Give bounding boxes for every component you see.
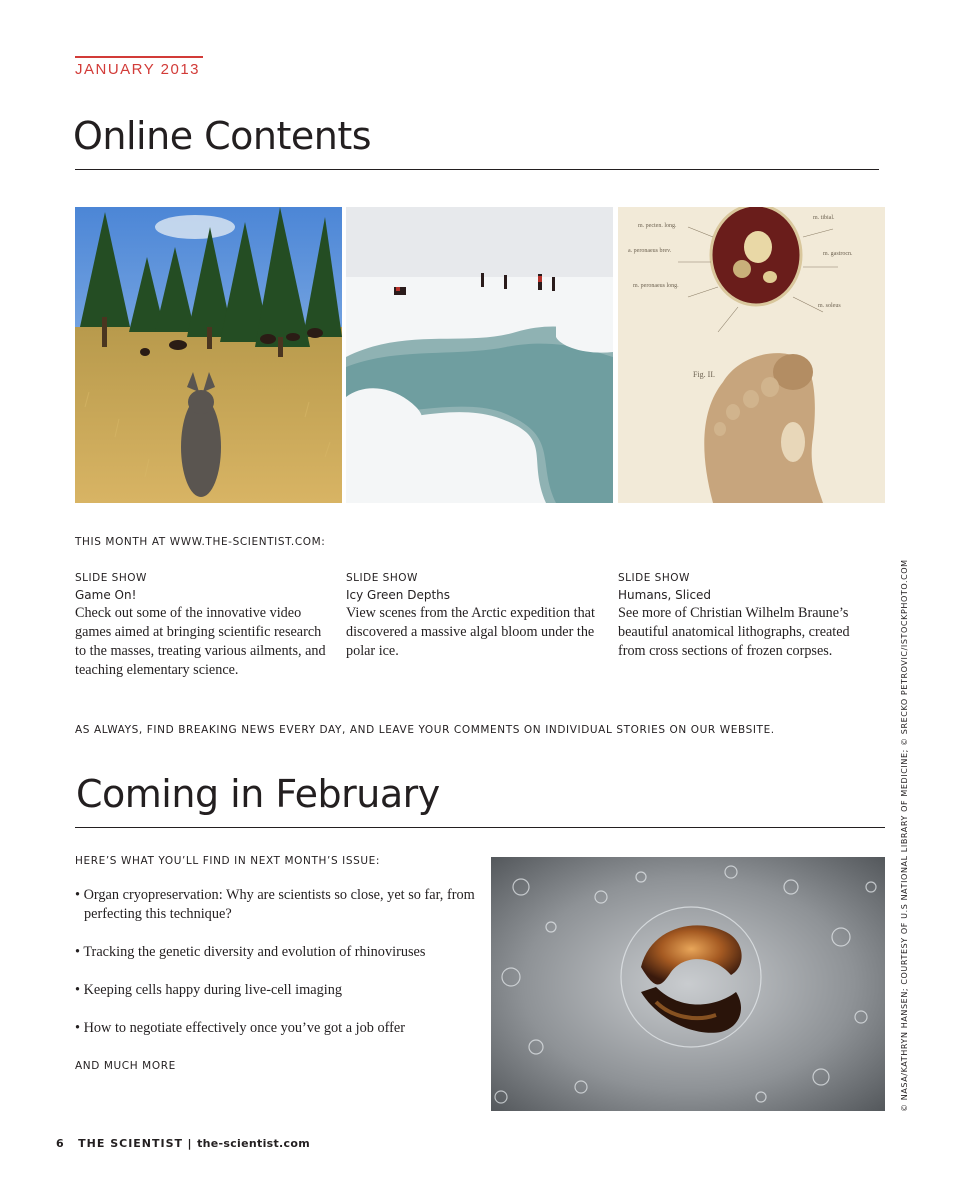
footer-separator: | <box>187 1137 193 1150</box>
svg-text:m. pecten. long.: m. pecten. long. <box>638 223 677 229</box>
online-contents-rule <box>75 169 879 170</box>
online-contents-title: Online Contents <box>73 114 372 158</box>
svg-text:m. peronaeus long.: m. peronaeus long. <box>633 283 679 289</box>
online-item-headline[interactable]: Game On! <box>75 588 137 602</box>
online-item-icy-green-depths[interactable] <box>346 572 604 661</box>
online-item-kicker: SLIDE SHOW <box>75 572 147 584</box>
website-link[interactable]: the-scientist.com <box>197 1137 310 1150</box>
online-item-humans-sliced[interactable] <box>618 572 876 661</box>
publication-name: THE SCIENTIST <box>78 1137 184 1150</box>
page-footer <box>56 1137 310 1150</box>
online-item-body: Check out some of the innovative video games aimed at bringing scientific research to the masses, treating various ailments, and teaching elementary science. <box>75 605 326 678</box>
online-item-headline[interactable]: Icy Green Depths <box>346 588 451 602</box>
game-screenshot-image <box>75 207 342 503</box>
online-closing-note: AS ALWAYS, FIND BREAKING NEWS EVERY DAY, AND LEAVE YOUR COMMENTS ON INDIVIDUAL STORIES ON OUR WEBSITE. <box>75 724 775 736</box>
online-intro-label: THIS MONTH AT WWW.THE-SCIENTIST.COM: <box>75 536 326 548</box>
page-number: 6 <box>56 1137 65 1150</box>
online-item-body: View scenes from the Arctic expedition that discovered a massive algal bloom under the polar ice. <box>346 605 595 659</box>
coming-intro-label: HERE’S WHAT YOU’LL FIND IN NEXT MONTH’S ISSUE: <box>75 855 381 867</box>
svg-text:a. peronaeus brev.: a. peronaeus brev. <box>628 248 672 254</box>
coming-topics-list <box>75 886 475 1057</box>
arctic-expedition-image <box>346 207 613 503</box>
frozen-specimen-image <box>491 857 885 1111</box>
list-item: • Tracking the genetic diversity and evolution of rhinoviruses <box>75 944 426 960</box>
photo-credit: © NASA/KATHRYN HANSEN; COURTESY OF U.S NATIONAL LIBRARY OF MEDICINE; © SRECKO PETROVIC/ISTOCKPHOTO.COM <box>900 559 909 1112</box>
issue-date: JANUARY 2013 <box>75 61 201 78</box>
online-item-game-on[interactable] <box>75 572 333 680</box>
online-item-headline[interactable]: Humans, Sliced <box>618 588 712 602</box>
online-item-kicker: SLIDE SHOW <box>346 572 418 584</box>
coming-in-february-rule <box>75 827 885 828</box>
list-item: • Organ cryopreservation: Why are scientists so close, yet so far, from perfecting this technique? <box>75 887 475 922</box>
svg-text:Fig. II.: Fig. II. <box>693 370 715 379</box>
list-item: • Keeping cells happy during live-cell imaging <box>75 982 343 998</box>
svg-text:m. soleus: m. soleus <box>818 303 841 309</box>
online-item-body: See more of Christian Wilhelm Braune’s beautiful anatomical lithographs, created from cross sections of frozen corpses. <box>618 605 850 659</box>
issue-date-rule <box>75 56 203 58</box>
svg-text:m. tibial.: m. tibial. <box>813 215 835 221</box>
svg-text:m. gastrocn.: m. gastrocn. <box>823 251 853 257</box>
coming-in-february-title: Coming in February <box>76 772 440 816</box>
anatomical-lithograph-image <box>618 207 885 503</box>
and-much-more-label: AND MUCH MORE <box>75 1060 176 1072</box>
online-item-kicker: SLIDE SHOW <box>618 572 690 584</box>
list-item: • How to negotiate effectively once you’ve got a job offer <box>75 1020 406 1036</box>
